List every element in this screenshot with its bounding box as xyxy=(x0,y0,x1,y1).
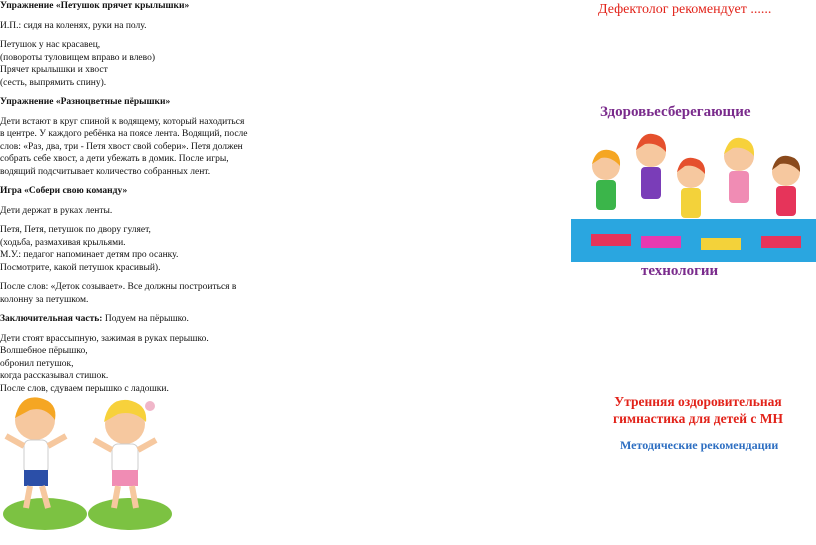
exercise-1-start: И.П.: сидя на коленях, руки на полу. xyxy=(0,20,147,31)
exercise-1-verse: Петушок у нас красавец, (повороты туловищем вправо и влево) Прячет крылышки и хвост (сесть, выпрямить спину). xyxy=(0,40,155,88)
game-title: Игра «Собери свою команду» xyxy=(0,186,128,196)
kids-illustration-left xyxy=(0,392,180,542)
final-label: Заключительная часть: xyxy=(0,314,103,324)
subtitle-methodical: Методические рекомендации xyxy=(620,438,779,452)
exercise-2-title: Упражнение «Разноцветные пёрышки» xyxy=(0,97,171,107)
game-text-1: Дети держат в руках ленты. xyxy=(0,205,113,216)
final-part xyxy=(0,313,250,326)
game-verse: Петя, Петя, петушок по двору гуляет, (ходьба, размахивая крыльями. М.У.: педагог напоминает детям про осанку. Посмотрите, какой петушок красивый). xyxy=(0,225,179,273)
header-defectologist: Дефектолог рекомендует ...... xyxy=(598,2,772,17)
title-health-saving: Здоровьесберегающие xyxy=(600,104,751,120)
game-text-2: После слов: «Деток созывает». Все должны построиться в колонну за петушком. xyxy=(0,282,237,305)
exercise-1-title: Упражнение «Петушок прячет крылышки» xyxy=(0,1,190,11)
left-column xyxy=(0,0,250,402)
title-technologies: технологии xyxy=(641,263,719,279)
title-morning-gymnastics: Утренняя оздоровительная гимнастика для детей с МН xyxy=(612,394,784,426)
kids-exercise-illustration xyxy=(571,124,816,262)
final-text: Подуем на пёрышко. xyxy=(102,314,189,324)
final-verse: Дети стоят врассыпную, зажимая в руках перышко. Волшебное пёрышко, обронил петушок, когда рассказывал стишок. После слов, сдуваем перышко с ладошки. xyxy=(0,333,209,394)
exercise-2-text: Дети встают в круг спиной к водящему, который находиться в центре. У каждого ребёнка на поясе лента. Водящий, после слов: «Раз, два, три - Петя хвост свой собери». Петя должен собрать себе хвост, а дети убежать в домик. После игры, водящий подсчитывает количество собранных лент. xyxy=(0,116,248,177)
